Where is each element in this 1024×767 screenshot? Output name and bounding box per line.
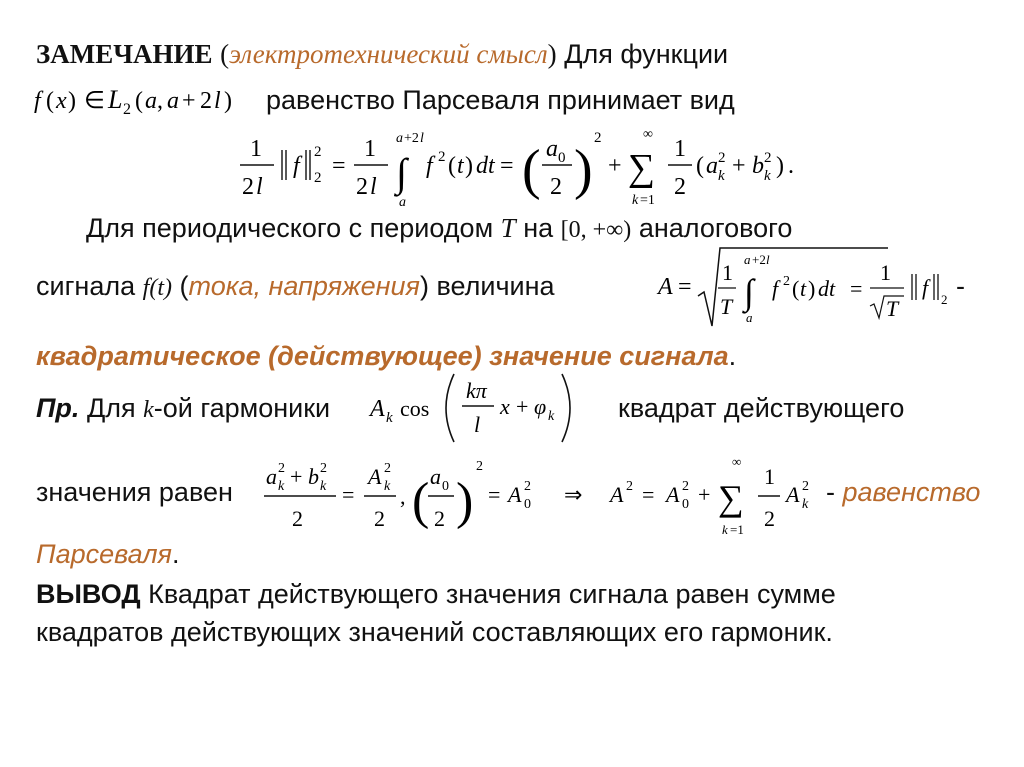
svg-text:L: L	[108, 85, 123, 114]
svg-text:a: a	[546, 136, 558, 162]
parseval-word1: равенство	[842, 477, 981, 507]
svg-text:k: k	[632, 193, 639, 208]
example-text3: квадрат действующего	[618, 393, 905, 423]
svg-text:,: ,	[400, 484, 406, 509]
svg-text:2: 2	[200, 88, 212, 114]
svg-text:2: 2	[314, 144, 322, 160]
svg-text:A: A	[370, 396, 385, 422]
svg-text:f: f	[772, 276, 779, 301]
svg-text:+: +	[290, 464, 303, 489]
svg-text:2: 2	[941, 292, 948, 307]
svg-text:A: A	[786, 482, 800, 507]
example-line2: значения равен	[36, 477, 233, 507]
remark-rest: Для функции	[564, 39, 729, 69]
conclusion-line2: квадратов действующих значений составляющих его гармоник.	[36, 617, 833, 647]
svg-text:A: A	[610, 482, 624, 507]
remark-paren-close: )	[547, 39, 557, 69]
svg-text:dt: dt	[818, 276, 836, 301]
svg-text:2: 2	[438, 149, 446, 165]
svg-text:=: =	[678, 274, 692, 300]
svg-text:2: 2	[783, 274, 790, 289]
svg-text:A: A	[508, 482, 522, 507]
svg-text:=: =	[488, 482, 501, 507]
parseval-tail	[826, 476, 980, 508]
svg-text:=: =	[500, 153, 514, 179]
svg-text:∈: ∈	[84, 88, 105, 114]
svg-text:a: a	[145, 88, 157, 114]
svg-text:(: (	[135, 88, 143, 114]
svg-text:2: 2	[802, 479, 809, 494]
conclusion-label: ВЫВОД	[36, 579, 141, 609]
svg-text:2: 2	[626, 479, 633, 494]
svg-text:T: T	[886, 296, 899, 321]
svg-text:2: 2	[524, 479, 531, 494]
svg-text:2: 2	[356, 174, 368, 200]
svg-text:+: +	[698, 482, 711, 507]
rms-dash: -	[956, 271, 965, 301]
svg-text:1: 1	[880, 260, 891, 285]
svg-text:1: 1	[722, 260, 733, 285]
svg-text:): )	[574, 139, 593, 201]
svg-text:+: +	[732, 153, 746, 179]
svg-text:a: a	[706, 153, 718, 179]
signal-text2: величина	[436, 271, 555, 301]
example-text2: -ой гармоники	[153, 393, 331, 423]
svg-text:0: 0	[558, 150, 566, 166]
svg-text:⇒: ⇒	[564, 482, 583, 507]
conclusion-line1	[36, 578, 836, 610]
function-space-formula	[34, 82, 274, 118]
svg-text:∫: ∫	[396, 150, 407, 195]
svg-text:2: 2	[384, 461, 391, 476]
remark-paren-open: (	[220, 39, 230, 69]
svg-text:b: b	[752, 153, 764, 179]
svg-text:=: =	[342, 482, 355, 507]
signal-kinds: тока, напряжения	[188, 271, 420, 301]
parseval-dash: -	[826, 477, 835, 507]
periodic-text2: на	[523, 213, 554, 243]
svg-text:l: l	[420, 131, 424, 146]
svg-text:1: 1	[364, 136, 376, 162]
svg-text:k: k	[278, 479, 285, 494]
parseval-word-line	[36, 538, 180, 570]
signal-paren-close: )	[419, 271, 429, 301]
svg-text:+: +	[608, 153, 622, 179]
svg-text:2: 2	[764, 150, 772, 166]
svg-text:2: 2	[292, 506, 303, 531]
svg-text:1: 1	[764, 464, 775, 489]
svg-text:l: l	[766, 252, 770, 267]
svg-text:l: l	[370, 174, 377, 200]
svg-text:): )	[68, 88, 76, 114]
svg-text:2: 2	[476, 459, 483, 474]
svg-text:+: +	[182, 88, 196, 114]
svg-text:(: (	[522, 139, 541, 201]
svg-text:(: (	[792, 276, 800, 301]
harmonic-formula	[368, 368, 618, 448]
parseval-formula	[236, 118, 816, 210]
svg-text:k: k	[802, 497, 809, 512]
svg-text:A: A	[368, 464, 382, 489]
svg-text:0: 0	[524, 497, 531, 512]
periodic-line	[86, 212, 792, 246]
parseval-period: .	[171, 539, 180, 569]
svg-text:+2: +2	[404, 131, 419, 146]
svg-text:(: (	[448, 153, 456, 179]
svg-text:l: l	[214, 88, 221, 114]
svg-text:2: 2	[242, 174, 254, 200]
signal-paren-open: (	[179, 271, 189, 301]
svg-text:a: a	[399, 195, 406, 210]
svg-text:l: l	[256, 174, 263, 200]
definition-period: .	[728, 341, 737, 371]
svg-text:a: a	[430, 464, 441, 489]
periodic-text3: аналогового	[638, 213, 793, 243]
remark-heading: ЗАМЕЧАНИЕ	[36, 39, 213, 69]
svg-text:1: 1	[250, 136, 262, 162]
svg-text:2: 2	[550, 174, 562, 200]
svg-text:1: 1	[674, 136, 686, 162]
parseval-word2: Парсеваля	[36, 539, 172, 569]
definition-text: квадратическое (действующее) значение сигнала	[36, 341, 729, 371]
svg-text:k: k	[764, 168, 771, 184]
svg-text:φ: φ	[534, 394, 547, 419]
svg-text:(: (	[696, 153, 704, 179]
svg-text:): )	[776, 153, 784, 179]
svg-text:): )	[224, 88, 232, 114]
svg-text:=: =	[332, 153, 346, 179]
remark-subtitle: электротехнический смысл	[229, 39, 548, 69]
svg-text:2: 2	[374, 506, 385, 531]
svg-text:f: f	[293, 153, 300, 179]
svg-text:a: a	[167, 88, 179, 114]
rms-formula	[656, 244, 956, 334]
svg-text:+: +	[516, 394, 529, 419]
svg-text:): )	[465, 153, 473, 179]
svg-text:l: l	[474, 412, 481, 437]
svg-text:a: a	[266, 464, 277, 489]
svg-text:a: a	[744, 252, 751, 267]
svg-text:t: t	[800, 276, 807, 301]
svg-text:): )	[456, 473, 474, 530]
svg-text:0: 0	[682, 497, 689, 512]
svg-text:f: f	[34, 88, 41, 114]
example-k: k	[143, 397, 154, 423]
signal-line	[36, 270, 555, 304]
svg-text:.: .	[788, 153, 794, 179]
svg-text:k: k	[722, 522, 728, 537]
svg-text:x: x	[56, 88, 67, 114]
remark-line2: равенство Парсеваля принимает вид	[266, 85, 735, 115]
svg-text:2: 2	[594, 130, 602, 146]
svg-text:t: t	[457, 153, 464, 179]
svg-text:T: T	[720, 294, 733, 319]
example-line	[36, 392, 330, 426]
harmonic-rms-formula	[262, 448, 822, 544]
svg-text:∑: ∑	[628, 147, 656, 189]
svg-text:∞: ∞	[643, 127, 653, 142]
period-symbol: T	[500, 213, 516, 243]
svg-text:=: =	[642, 482, 655, 507]
svg-text:A: A	[666, 482, 680, 507]
svg-text:=: =	[850, 276, 863, 301]
svg-text:x: x	[500, 394, 510, 419]
example-text1: Для	[86, 393, 136, 423]
svg-text:(: (	[412, 473, 430, 530]
signal-text1: сигнала	[36, 271, 136, 301]
svg-text:cos: cos	[400, 396, 430, 421]
svg-text:2: 2	[278, 461, 285, 476]
svg-text:dt: dt	[476, 153, 495, 179]
svg-text:k: k	[718, 168, 725, 184]
svg-text:2: 2	[682, 479, 689, 494]
remark-line	[36, 38, 728, 70]
conclusion-text1: Квадрат действующего значения сигнала равен сумме	[148, 579, 836, 609]
svg-text:0: 0	[442, 479, 449, 494]
svg-text:2: 2	[123, 101, 131, 118]
svg-text:(: (	[46, 88, 54, 114]
svg-text:∑: ∑	[718, 478, 744, 518]
svg-text:k: k	[384, 479, 391, 494]
svg-text:2: 2	[764, 506, 775, 531]
interval: [0, +∞)	[560, 217, 632, 243]
svg-text:k: k	[548, 409, 555, 424]
svg-text:k: k	[386, 410, 393, 426]
svg-text:k: k	[320, 479, 327, 494]
svg-text:2: 2	[434, 506, 445, 531]
svg-text:A: A	[658, 274, 673, 300]
svg-text:,: ,	[157, 88, 163, 114]
svg-text:∫: ∫	[744, 272, 754, 312]
svg-text:b: b	[308, 464, 319, 489]
svg-text:2: 2	[674, 174, 686, 200]
svg-text:f: f	[922, 275, 929, 300]
svg-text:kπ: kπ	[466, 378, 487, 403]
svg-text:2: 2	[718, 150, 726, 166]
svg-text:=1: =1	[640, 193, 655, 208]
example-label: Пр.	[36, 393, 80, 423]
signal-symbol: f(t)	[142, 275, 172, 301]
svg-text:2: 2	[314, 170, 322, 186]
svg-text:=1: =1	[730, 522, 744, 537]
svg-text:∞: ∞	[732, 454, 742, 469]
svg-text:+2: +2	[752, 252, 766, 267]
svg-text:2: 2	[320, 461, 327, 476]
svg-text:a: a	[746, 310, 753, 325]
svg-text:f: f	[426, 153, 433, 179]
svg-text:a: a	[396, 131, 403, 146]
svg-text:): )	[808, 276, 816, 301]
periodic-text1: Для периодического с периодом	[86, 213, 494, 243]
